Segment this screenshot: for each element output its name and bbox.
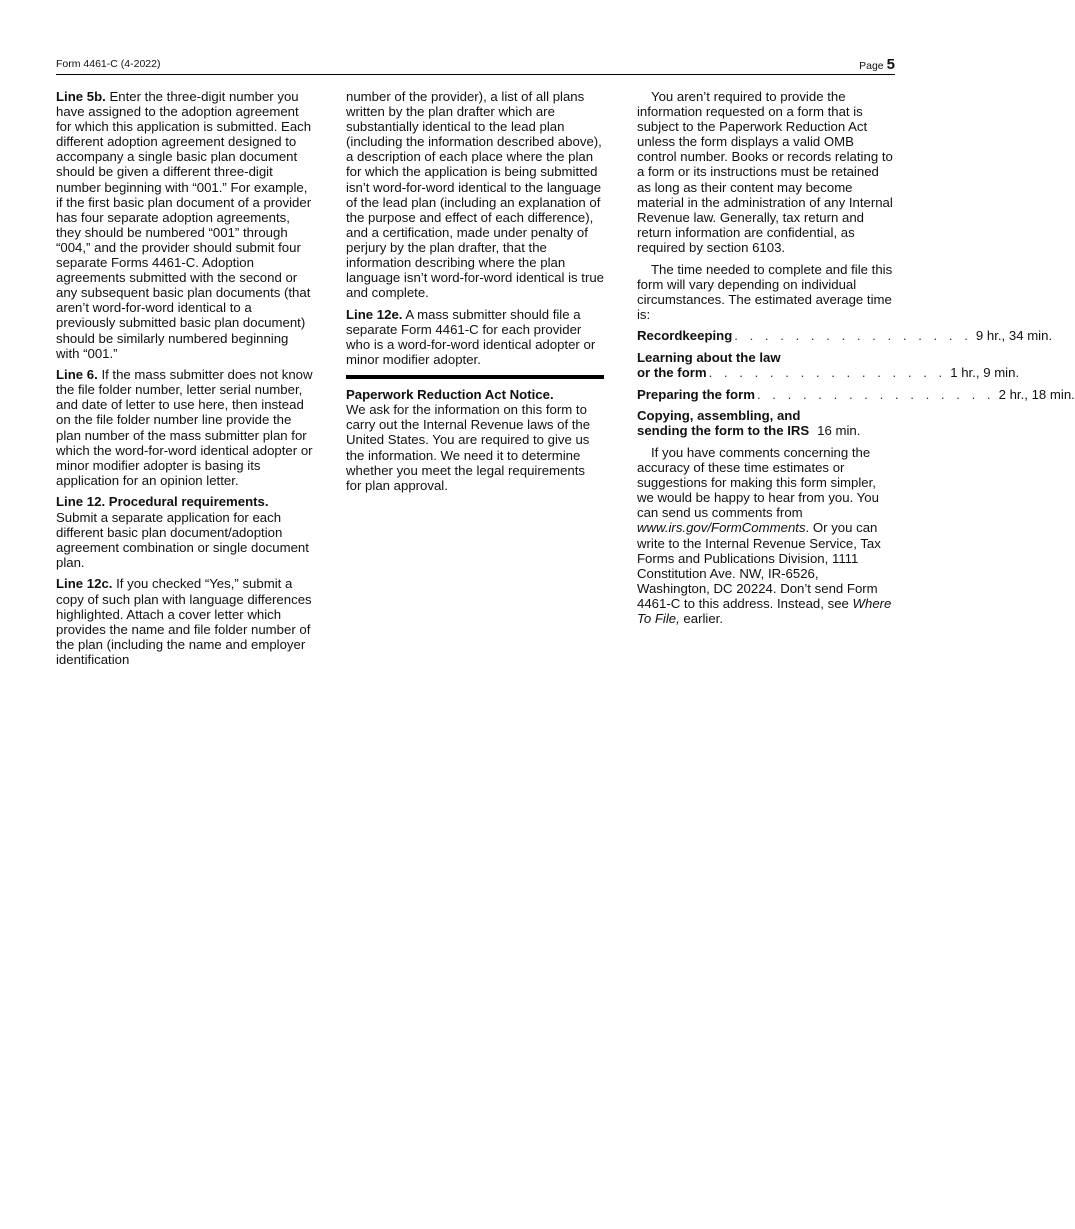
page-header [56,56,895,75]
line-6-paragraph [56,367,314,488]
line-6-text: If the mass submitter does not know the file folder number, letter serial number, and date of letter to use here, then instead on the file folder number line provide the plan number of the mass submitter plan for which the word-for-word identical adopter or minor modifier adopter is basing its application for an opinion letter. [56,367,313,488]
learning-label-line2: or the form [637,365,707,381]
copying-label-line2: sending the form to the IRS [637,423,810,439]
where-to-file-reference: Where To File, [637,595,892,626]
learning-row [637,350,1020,381]
line-12c-heading: Line 12c. [56,576,113,592]
preparing-value: 2 hr., 18 min. [998,386,1075,402]
learning-row-line2 [637,365,1020,381]
form-comments-link[interactable]: www.irs.gov/FormComments [637,520,806,536]
line-5b-text: Enter the three-digit number you have assigned to the adoption agreement for which this application is submitted. Each different adoption agreement designed to accompany a single basic plan document should be given a different three-digit number beginning with “001.” For example, if the first basic plan document of a provider has four separate adoption agreements, they should be numbered “001” through “004,” and the provider should submit four separate Forms 4461-C. Adoption agreements submitted with the second or any subsequent basic plan documents (that aren’t word-for-word identical to a previously submitted basic plan document) should be similarly numbered beginning with “001.” [56,89,312,361]
paperwork-notice-paragraph [346,387,604,493]
column-right [637,89,1075,633]
line-5b-heading: Line 5b. [56,89,106,104]
comments-text-1: If you have comments concerning the accuracy of these time estimates or suggestions for making this form simpler, we would be happy to hear from you. You can send us comments from [637,444,879,521]
paperwork-notice-text: We ask for the information on this form to carry out the Internal Revenue laws of the United States. You are required to give us the information. We need it to determine whether you meet the legal requirements for plan approval. [346,402,591,493]
page-label: Page [859,60,884,72]
line-12e-heading: Line 12e. [346,306,403,322]
line-12-heading: Line 12. Procedural requirements. [56,494,269,510]
line-12e-paragraph [346,307,604,367]
learning-label-line1: Learning about the law [637,350,781,365]
comments-text-2: . Or you can write to the Internal Revenue Service, Tax Forms and Publications Division, 1111 Constitution Ave. NW, IR-6526, Washington, DC 20224. Don’t send Form 4461-C to this address. Instead, see [637,520,881,611]
copying-row [637,408,895,438]
copying-label-line1: Copying, assembling, and [637,408,801,424]
recordkeeping-value: 9 hr., 34 min. [975,328,1053,344]
line-12c-paragraph [56,576,314,667]
recordkeeping-label: Recordkeeping [637,328,733,344]
column-middle [346,89,604,499]
leader-dots: . . . . . . . . . . . . . . . . [734,328,972,344]
line-6-heading: Line 6. [56,367,98,383]
line-12c-text: If you checked “Yes,” submit a copy of such plan with language differences highlighted. Attach a cover letter which provides the name and file folder number of the plan (including the name and employer identification [56,576,312,667]
page-number: 5 [886,56,895,73]
leader-dots: . . . . . . . . . . . . . . . . [708,365,947,381]
learning-value: 1 hr., 9 min. [950,365,1020,381]
column-left [56,89,314,673]
form-identifier: Form 4461-C (4-2022) [56,58,161,70]
line-12-text: Submit a separate application for each different basic plan document/adoption agreement combination or single document plan. [56,509,309,570]
time-estimate-paragraph: The time needed to complete and file this form will vary depending on individual circumstances. The estimated average time is: [637,261,893,322]
comments-paragraph [637,445,895,626]
preparing-label: Preparing the form [637,386,755,402]
line-12c-continuation: number of the provider), a list of all plans written by the plan drafter which are substantially identical to the lead plan (including the information described above), a description of each place where the plan for which the application is being submitted isn’t word-for-word identical to the language of the lead plan (including an explanation of the purpose and effect of each difference), and a certification, made under penalty of perjury by the plan drafter, that the information describing where the plan language isn’t word-for-word identical is true and complete. [346,89,605,301]
line-12e-text: A mass submitter should file a separate Form 4461-C for each provider who is a word-for-word identical adopter or minor modifier adopter. [346,306,596,368]
line-5b-paragraph [56,89,314,361]
paperwork-notice-heading: Paperwork Reduction Act Notice. [346,387,554,403]
copying-value: 16 min. [817,423,861,439]
recordkeeping-row [637,328,1053,344]
page-indicator [859,56,895,73]
copying-row-line2 [637,423,895,438]
leader-dots: . . . . . . . . . . . . . . . . [756,386,995,402]
preparing-row [637,386,1075,402]
omb-paragraph: You aren’t required to provide the information requested on a form that is subject to the Paperwork Reduction Act unless the form displays a valid OMB control number. Books or records relating to a form or its instructions must be retained as long as their content may become material in the administration of any Internal Revenue law. Generally, tax return and return information are confidential, as required by section 6103. [637,89,893,255]
section-divider [346,375,604,379]
comments-text-3: earlier. [679,611,724,626]
line-12-paragraph [56,494,314,569]
